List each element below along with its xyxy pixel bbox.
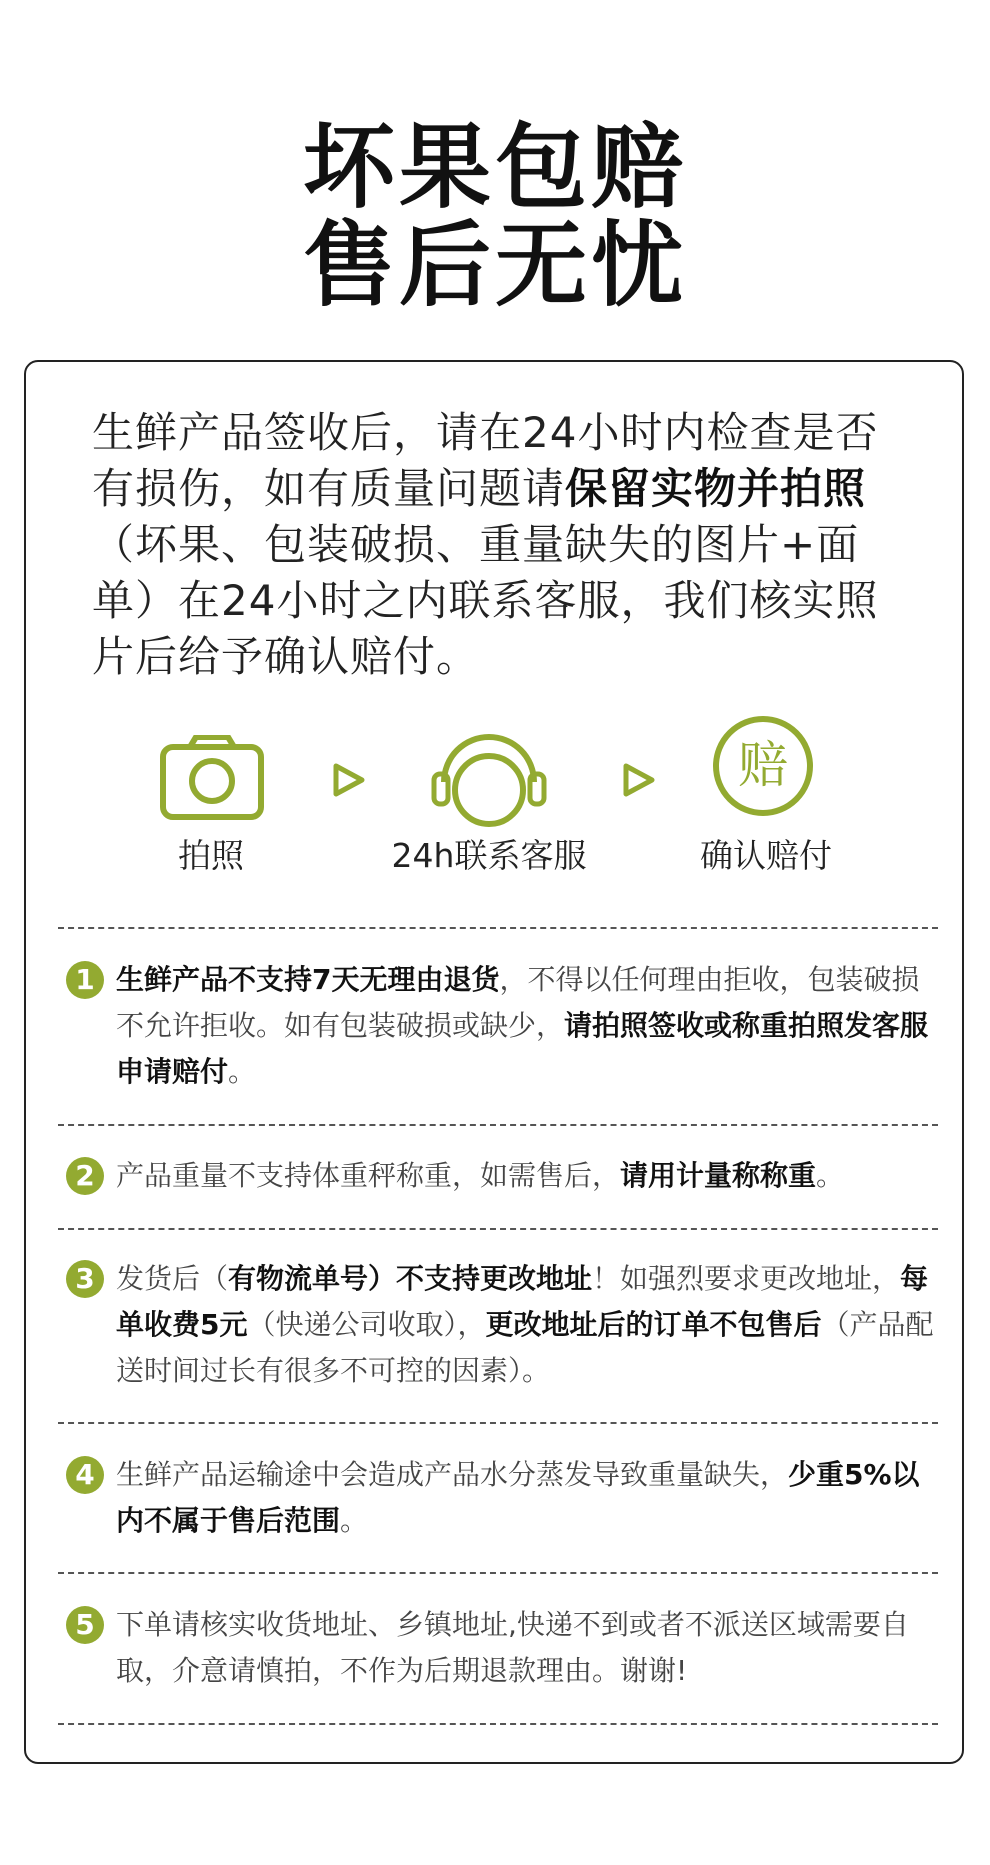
note-text-segment: 更改地址后的订单不包售后: [485, 1308, 822, 1341]
note-text: [116, 1452, 936, 1544]
number-badge: 3: [66, 1260, 104, 1298]
note-text-segment: 每单收费5元: [116, 1262, 929, 1341]
number-badge: 4: [66, 1456, 104, 1494]
note-text-segment: 。: [816, 1159, 845, 1192]
number-badge: 1: [66, 961, 104, 999]
camera-icon: [160, 735, 264, 821]
note-text-segment: 有物流单号）不支持更改地址: [228, 1262, 593, 1295]
compensation-seal-icon: [713, 716, 813, 816]
note-text: [116, 1153, 936, 1199]
note-text-segment: ，不得以任何理由拒收，包装破损不允许拒收。如有包装破损或缺少，: [116, 963, 920, 1042]
headline-line-1: 坏果包赔: [302, 114, 687, 221]
intro-text-bold: 保留实物并拍照: [565, 464, 867, 513]
note-text-segment: ！如强烈要求更改地址，: [592, 1262, 901, 1295]
note-text: [116, 1256, 936, 1394]
note-text-segment: 。: [228, 1055, 257, 1088]
note-text-segment: 请用计量称称重: [620, 1159, 817, 1192]
note-text-segment: 生鲜产品不支持7天无理由退货: [116, 963, 500, 996]
intro-text-2: （坏果、包装破损、重量缺失的图片+面单）在24小时之内联系客服，我们核实照片后给予确认赔付。: [92, 520, 879, 681]
intro-text-1: 生鲜产品签收后，请在24小时内检查是否有损伤，如有质量问题请: [92, 408, 879, 513]
headline-line-2: 售后无忧: [302, 212, 687, 319]
note-text: [116, 1602, 936, 1694]
note-text-segment: 少重5%以内不属于售后范围: [116, 1458, 920, 1537]
number-badge: 5: [66, 1606, 104, 1644]
seal-char: 赔: [738, 736, 788, 794]
divider: [58, 1422, 938, 1424]
note-text-segment: 生鲜产品运输途中会造成产品水分蒸发导致重量缺失，: [116, 1458, 789, 1491]
arrow-right-icon: [620, 762, 656, 798]
divider: [58, 1124, 938, 1126]
note-text: [116, 957, 936, 1095]
note-text-segment: （产品配送时间过长有很多不可控的因素）。: [116, 1308, 934, 1387]
divider: [58, 1572, 938, 1574]
divider: [58, 927, 938, 929]
divider: [58, 1228, 938, 1230]
divider: [58, 1723, 938, 1725]
note-text-segment: 发货后（: [116, 1262, 229, 1295]
note-text-segment: （快递公司收取），: [247, 1308, 486, 1341]
step-label-compensate: 确认赔付: [700, 836, 832, 875]
arrow-right-icon: [330, 762, 366, 798]
intro-paragraph: [92, 405, 912, 685]
note-text-segment: 。: [340, 1504, 369, 1537]
note-text-segment: 产品重量不支持体重秤称重，如需售后，: [116, 1159, 621, 1192]
note-text-segment: 请拍照签收或称重拍照发客服申请赔付: [116, 1009, 929, 1088]
headset-icon: [430, 722, 548, 832]
step-label-contact: 24h联系客服: [391, 836, 587, 875]
number-badge: 2: [66, 1157, 104, 1195]
note-text-segment: 下单请核实收货地址、乡镇地址,快递不到或者不派送区域需要自取，介意请慎拍，不作为后期退款理由。谢谢!: [116, 1608, 909, 1687]
step-label-photo: 拍照: [178, 836, 244, 875]
